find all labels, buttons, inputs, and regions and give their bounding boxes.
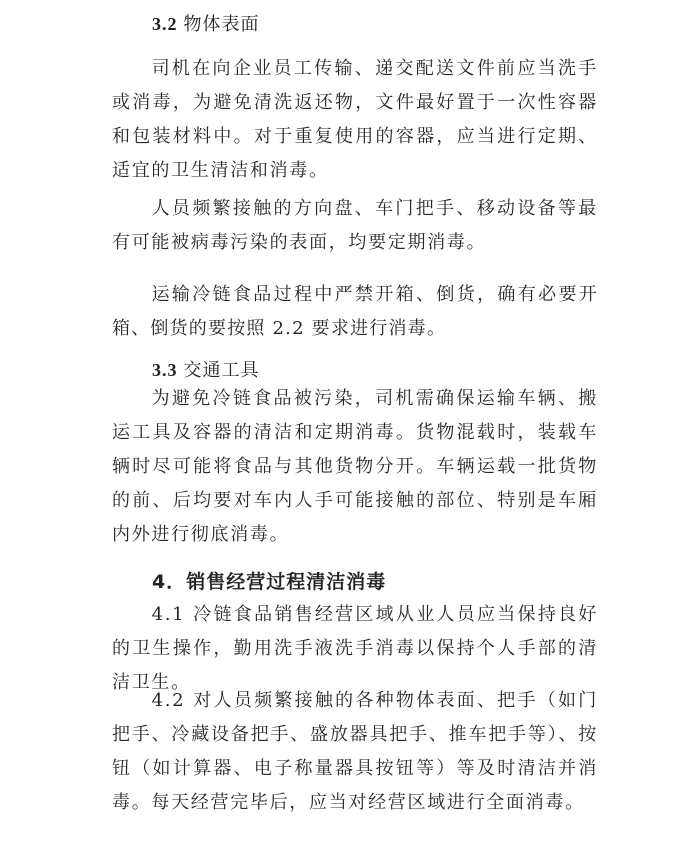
paragraph: 4.1 冷链食品销售经营区域从业人员应当保持良好的卫生操作，勤用洗手液洗手消毒以保持个人手部的清洁卫生。 bbox=[112, 604, 598, 693]
section-title: 物体表面 bbox=[183, 14, 260, 35]
paragraph: 为避免冷链食品被污染，司机需确保运输车辆、搬运工具及容器的清洁和定期消毒。货物混载时，装载车辆时尽可能将食品与其他货物分开。车辆运载一批货物的前、后均要对车内人手可能接触的部位、特别是车厢内外进行彻底消毒。 bbox=[112, 388, 598, 545]
section-4-heading: 4．销售经营过程清洁消毒 bbox=[152, 571, 387, 593]
paragraph: 运输冷链食品过程中严禁开箱、倒货，确有必要开箱、倒货的要按照 2.2 要求进行消毒。 bbox=[112, 284, 598, 339]
section-number: 3.2 bbox=[152, 14, 178, 34]
section-3-3-heading bbox=[152, 358, 260, 383]
section-title: 交通工具 bbox=[183, 360, 260, 381]
paragraph: 司机在向企业员工传输、递交配送文件前应当洗手或消毒，为避免清洗返还物，文件最好置于一次性容器和包装材料中。对于重复使用的容器，应当进行定期、适宜的卫生清洁和消毒。 bbox=[112, 58, 598, 181]
section-3-2-heading bbox=[152, 12, 260, 37]
paragraph: 4.2 对人员频繁接触的各种物体表面、把手（如门把手、冷藏设备把手、盛放器具把手、推车把手等）、按钮（如计算器、电子称量器具按钮等）等及时清洁并消毒。每天经营完毕后，应当对经营区域进行全面消毒。 bbox=[112, 690, 598, 813]
paragraph: 人员频繁接触的方向盘、车门把手、移动设备等最有可能被病毒污染的表面，均要定期消毒。 bbox=[112, 198, 598, 253]
section-number: 3.3 bbox=[152, 360, 178, 380]
